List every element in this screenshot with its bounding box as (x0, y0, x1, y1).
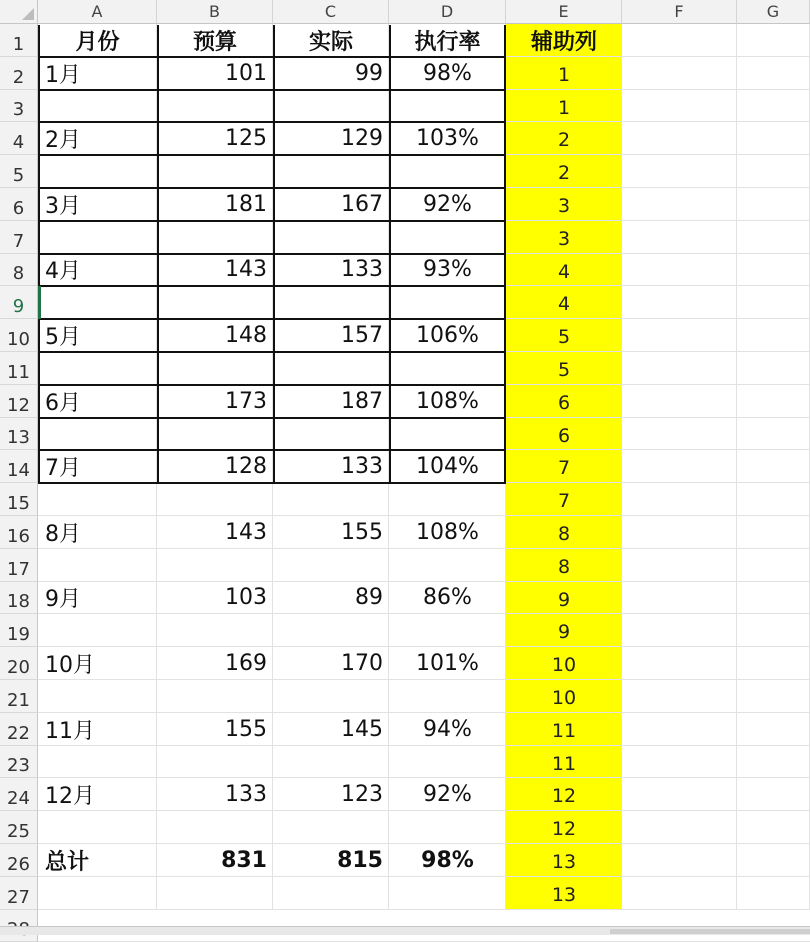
active-cell-indicator (38, 286, 41, 319)
row-header-18[interactable]: 18 (0, 582, 38, 615)
rate-cell[interactable]: 93% (423, 257, 472, 283)
rate-cell[interactable]: 103% (416, 126, 479, 152)
actual-cell[interactable]: 187 (341, 388, 383, 414)
budget-cell[interactable]: 173 (225, 388, 267, 414)
row-header-21[interactable]: 21 (0, 680, 38, 713)
table-border-horizontal (38, 121, 506, 123)
budget-cell[interactable]: 128 (225, 454, 267, 480)
row-header-4[interactable]: 4 (0, 122, 38, 155)
rate-cell[interactable]: 86% (423, 585, 472, 611)
actual-cell[interactable]: 123 (341, 782, 383, 808)
select-all-corner[interactable] (0, 0, 38, 24)
actual-cell[interactable]: 129 (341, 126, 383, 152)
month-cell[interactable]: 2月 (45, 128, 81, 154)
helper-value[interactable]: 10 (551, 687, 577, 709)
budget-cell[interactable]: 143 (225, 519, 267, 545)
helper-value[interactable]: 4 (557, 260, 571, 283)
actual-cell[interactable]: 167 (341, 191, 383, 217)
month-cell[interactable]: 5月 (45, 325, 81, 351)
helper-value[interactable]: 1 (557, 63, 571, 86)
actual-cell[interactable]: 170 (341, 651, 383, 677)
actual-cell[interactable]: 145 (341, 716, 383, 742)
month-cell[interactable]: 3月 (45, 193, 81, 219)
rate-cell[interactable]: 108% (416, 388, 479, 414)
rate-cell[interactable]: 92% (423, 191, 472, 217)
row-header-16[interactable]: 16 (0, 516, 38, 549)
actual-cell[interactable]: 157 (341, 323, 383, 349)
header-month[interactable]: 月份 (75, 29, 120, 55)
actual-cell[interactable]: 133 (341, 257, 383, 283)
column-header-a[interactable]: A (38, 0, 157, 24)
row-header-6[interactable]: 6 (0, 188, 38, 221)
header-rate[interactable]: 执行率 (414, 29, 481, 55)
row-header-22[interactable]: 22 (0, 713, 38, 746)
budget-cell[interactable]: 101 (225, 60, 267, 86)
rate-cell[interactable]: 108% (416, 519, 479, 545)
helper-value[interactable]: 3 (557, 195, 571, 217)
table-border-horizontal (38, 351, 506, 353)
budget-cell[interactable]: 148 (225, 323, 267, 349)
row-header-19[interactable]: 19 (0, 614, 38, 647)
row-header-12[interactable]: 12 (0, 385, 38, 418)
row-header-1[interactable]: 1 (0, 24, 38, 57)
table-border-horizontal (38, 253, 506, 255)
table-border-horizontal (38, 89, 506, 91)
row-header-8[interactable]: 8 (0, 254, 38, 287)
table-border-horizontal (38, 187, 506, 189)
helper-value[interactable]: 5 (557, 326, 571, 349)
actual-cell[interactable]: 155 (341, 519, 383, 545)
row-header-17[interactable]: 17 (0, 549, 38, 582)
column-header-c[interactable]: C (273, 0, 389, 24)
table-border-horizontal (38, 417, 506, 419)
row-header-26[interactable]: 26 (0, 844, 38, 877)
row-header-13[interactable]: 13 (0, 418, 38, 451)
month-cell[interactable]: 8月 (45, 521, 81, 547)
table-border-horizontal (38, 449, 506, 451)
actual-cell[interactable]: 133 (341, 454, 383, 480)
row-header-2[interactable]: 2 (0, 57, 38, 90)
table-border-horizontal (38, 482, 506, 484)
select-all-triangle-icon (22, 8, 34, 20)
actual-cell[interactable]: 99 (355, 60, 383, 86)
budget-cell[interactable]: 103 (225, 585, 267, 611)
helper-value[interactable]: 11 (551, 752, 577, 775)
scrollbar-thumb[interactable] (610, 929, 810, 934)
total-actual[interactable]: 815 (337, 847, 383, 873)
rate-cell[interactable]: 98% (423, 60, 472, 86)
rate-cell[interactable]: 94% (423, 716, 472, 742)
rate-cell[interactable]: 106% (416, 323, 479, 349)
column-header-b[interactable]: B (157, 0, 273, 24)
row-header-7[interactable]: 7 (0, 221, 38, 254)
rate-cell[interactable]: 101% (416, 651, 479, 677)
table-border-horizontal (38, 154, 506, 156)
row-header-15[interactable]: 15 (0, 483, 38, 516)
month-cell[interactable]: 9月 (45, 587, 81, 613)
budget-cell[interactable]: 155 (225, 716, 267, 742)
row-header-9[interactable]: 9 (0, 286, 38, 319)
helper-value[interactable]: 12 (551, 818, 577, 841)
helper-value[interactable]: 1 (557, 96, 571, 119)
helper-value[interactable]: 6 (557, 391, 571, 414)
row-header-20[interactable]: 20 (0, 647, 38, 680)
header-budget[interactable]: 预算 (192, 29, 237, 55)
helper-value[interactable]: 4 (557, 293, 571, 316)
column-header-d[interactable]: D (389, 0, 506, 24)
helper-value[interactable]: 3 (557, 227, 571, 250)
helper-value[interactable]: 13 (551, 883, 577, 906)
header-actual[interactable]: 实际 (308, 29, 353, 55)
table-border-horizontal (38, 285, 506, 287)
helper-value[interactable]: 10 (551, 654, 577, 677)
month-cell[interactable]: 7月 (45, 456, 81, 482)
helper-value[interactable]: 2 (557, 129, 571, 152)
helper-value[interactable]: 9 (557, 621, 571, 644)
table-border-horizontal (38, 384, 506, 386)
row-header-23[interactable]: 23 (0, 746, 38, 779)
budget-cell[interactable]: 181 (225, 191, 267, 217)
row-header-5[interactable]: 5 (0, 155, 38, 188)
row-header-24[interactable]: 24 (0, 778, 38, 811)
helper-value[interactable]: 12 (551, 785, 577, 808)
budget-cell[interactable]: 133 (225, 782, 267, 808)
column-header-g[interactable]: G (737, 0, 810, 24)
month-cell[interactable]: 4月 (45, 259, 81, 285)
total-label[interactable]: 总计 (45, 849, 90, 875)
helper-value[interactable]: 2 (557, 162, 571, 185)
row-header-14[interactable]: 14 (0, 450, 38, 483)
helper-value[interactable]: 5 (557, 359, 571, 381)
column-header-f[interactable]: F (622, 0, 737, 24)
header-helper[interactable]: 辅助列 (530, 29, 597, 55)
table-border-horizontal (38, 220, 506, 222)
row-header-11[interactable]: 11 (0, 352, 38, 385)
gridline-horizontal (38, 909, 810, 910)
row-header-27[interactable]: 27 (0, 877, 38, 910)
row-header-25[interactable]: 25 (0, 811, 38, 844)
column-header-e[interactable]: E (506, 0, 622, 24)
budget-cell[interactable]: 143 (225, 257, 267, 283)
helper-value[interactable]: 6 (557, 424, 571, 447)
helper-value[interactable]: 7 (557, 490, 571, 513)
helper-value[interactable]: 8 (557, 523, 571, 545)
helper-value[interactable]: 7 (557, 457, 571, 480)
row-header-3[interactable]: 3 (0, 90, 38, 123)
month-cell[interactable]: 1月 (45, 62, 81, 88)
rate-cell[interactable]: 92% (423, 782, 472, 808)
budget-cell[interactable]: 169 (225, 651, 267, 677)
actual-cell[interactable]: 89 (355, 585, 383, 611)
helper-value[interactable]: 11 (551, 719, 577, 742)
month-cell[interactable]: 10月 (45, 653, 95, 679)
total-rate[interactable]: 98% (421, 847, 474, 873)
row-header-10[interactable]: 10 (0, 319, 38, 352)
table-border-horizontal (38, 318, 506, 320)
helper-value[interactable]: 13 (551, 851, 577, 873)
total-budget[interactable]: 831 (221, 847, 267, 873)
month-cell[interactable]: 11月 (45, 718, 95, 744)
month-cell[interactable]: 6月 (45, 390, 81, 416)
helper-value[interactable]: 8 (557, 555, 571, 578)
rate-cell[interactable]: 104% (416, 454, 479, 480)
month-cell[interactable]: 12月 (45, 784, 95, 810)
budget-cell[interactable]: 125 (225, 126, 267, 152)
helper-value[interactable]: 9 (557, 588, 571, 611)
table-border-horizontal (38, 56, 506, 58)
